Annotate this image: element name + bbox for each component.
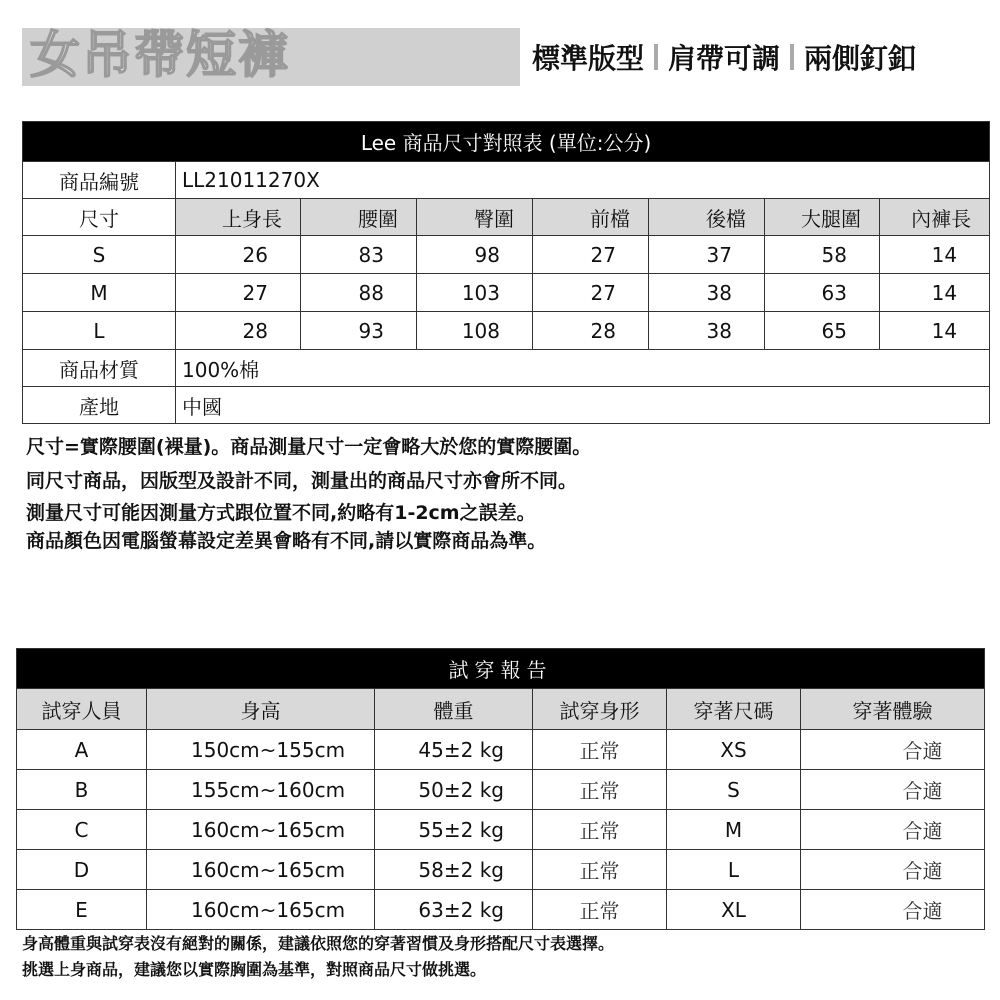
table-cell: 38: [649, 274, 765, 312]
table-row: [17, 810, 985, 850]
table-row: [17, 770, 985, 810]
column-header: 體重: [375, 689, 533, 730]
worn-size-cell: S: [667, 770, 801, 810]
tester-cell: A: [17, 730, 147, 770]
figure-cell: 正常: [533, 730, 667, 770]
feature-item: 肩帶可調: [668, 42, 781, 75]
feature-item: 標準版型: [532, 42, 645, 75]
experience-cell: 合適: [801, 770, 985, 810]
column-header: 尺寸: [23, 199, 176, 236]
feature-separator: [790, 44, 794, 70]
table-row: [17, 730, 985, 770]
table-cell: 88: [301, 274, 417, 312]
table-cell: 103: [417, 274, 533, 312]
trial-footnotes: [22, 931, 982, 983]
trial-report-table: [16, 648, 985, 930]
column-header: 穿著尺碼: [667, 689, 801, 730]
table-cell: 27: [533, 274, 649, 312]
product-no-value: LL21011270X: [176, 162, 990, 199]
table-row: [17, 890, 985, 930]
height-cell: 150cm~155cm: [147, 730, 375, 770]
footnote-line: 身高體重與試穿表沒有絕對的關係，建議依照您的穿著習慣及身形搭配尺寸表選擇。: [22, 934, 615, 953]
weight-cell: 58±2 kg: [375, 850, 533, 890]
table-cell: 108: [417, 312, 533, 350]
height-cell: 160cm~165cm: [147, 810, 375, 850]
table-cell: 58: [765, 236, 880, 274]
figure-cell: 正常: [533, 850, 667, 890]
table-cell: 37: [649, 236, 765, 274]
material-label: 商品材質: [23, 350, 176, 387]
table-cell: 28: [533, 312, 649, 350]
column-header: 內褲長: [880, 199, 990, 236]
column-header: 後檔: [649, 199, 765, 236]
note-line: 測量尺寸可能因測量方式跟位置不同,約略有1-2cm之誤差。: [26, 502, 536, 524]
worn-size-cell: XS: [667, 730, 801, 770]
experience-cell: 合適: [801, 730, 985, 770]
column-header: 前檔: [533, 199, 649, 236]
product-title: 女吊帶短褲: [30, 26, 290, 84]
table-cell: 14: [880, 236, 990, 274]
column-header: 試穿身形: [533, 689, 667, 730]
product-no-label: 商品編號: [23, 162, 176, 199]
table-row: [23, 236, 990, 274]
table-cell: 98: [417, 236, 533, 274]
material-value: 100%棉: [176, 350, 990, 387]
worn-size-cell: L: [667, 850, 801, 890]
table-cell: 93: [301, 312, 417, 350]
tester-cell: C: [17, 810, 147, 850]
column-header: 身高: [147, 689, 375, 730]
table-cell: 83: [301, 236, 417, 274]
note-line: 尺寸=實際腰圍(裸量)。商品測量尺寸一定會略大於您的實際腰圍。: [26, 436, 592, 458]
weight-cell: 45±2 kg: [375, 730, 533, 770]
height-cell: 155cm~160cm: [147, 770, 375, 810]
table-cell: 14: [880, 274, 990, 312]
worn-size-cell: XL: [667, 890, 801, 930]
figure-cell: 正常: [533, 890, 667, 930]
table-cell: 14: [880, 312, 990, 350]
trial-header-row: [17, 689, 985, 730]
column-header: 臀圍: [417, 199, 533, 236]
table-cell: 27: [176, 274, 301, 312]
column-header: 大腿圍: [765, 199, 880, 236]
trial-report-title: 試穿報告: [17, 649, 985, 689]
figure-cell: 正常: [533, 770, 667, 810]
weight-cell: 63±2 kg: [375, 890, 533, 930]
height-cell: 160cm~165cm: [147, 850, 375, 890]
table-row: [23, 274, 990, 312]
size-cell: M: [23, 274, 176, 312]
weight-cell: 55±2 kg: [375, 810, 533, 850]
tester-cell: E: [17, 890, 147, 930]
feature-item: 兩側釘釦: [804, 42, 917, 75]
size-chart-title: Lee 商品尺寸對照表 (單位:公分): [23, 122, 990, 162]
experience-cell: 合適: [801, 890, 985, 930]
table-cell: 38: [649, 312, 765, 350]
table-cell: 28: [176, 312, 301, 350]
size-chart-header-row: [23, 199, 990, 236]
height-cell: 160cm~165cm: [147, 890, 375, 930]
table-row: [17, 850, 985, 890]
note-line: 同尺寸商品，因版型及設計不同，測量出的商品尺寸亦會所不同。: [26, 470, 578, 492]
origin-label: 產地: [23, 387, 176, 424]
footnote-line: 挑選上身商品，建議您以實際胸圍為基準，對照商品尺寸做挑選。: [22, 960, 487, 979]
column-header: 上身長: [176, 199, 301, 236]
size-cell: S: [23, 236, 176, 274]
table-cell: 26: [176, 236, 301, 274]
feature-list: [532, 34, 916, 80]
worn-size-cell: M: [667, 810, 801, 850]
size-notes: [26, 430, 976, 554]
note-line: 商品顏色因電腦螢幕設定差異會略有不同,請以實際商品為準。: [26, 530, 547, 552]
column-header: 穿著體驗: [801, 689, 985, 730]
table-row: [23, 312, 990, 350]
feature-separator: [654, 44, 658, 70]
column-header: 試穿人員: [17, 689, 147, 730]
size-chart-table: [22, 121, 990, 424]
tester-cell: D: [17, 850, 147, 890]
origin-value: 中國: [176, 387, 990, 424]
size-cell: L: [23, 312, 176, 350]
column-header: 腰圍: [301, 199, 417, 236]
table-cell: 63: [765, 274, 880, 312]
tester-cell: B: [17, 770, 147, 810]
weight-cell: 50±2 kg: [375, 770, 533, 810]
experience-cell: 合適: [801, 810, 985, 850]
table-cell: 65: [765, 312, 880, 350]
table-cell: 27: [533, 236, 649, 274]
figure-cell: 正常: [533, 810, 667, 850]
experience-cell: 合適: [801, 850, 985, 890]
